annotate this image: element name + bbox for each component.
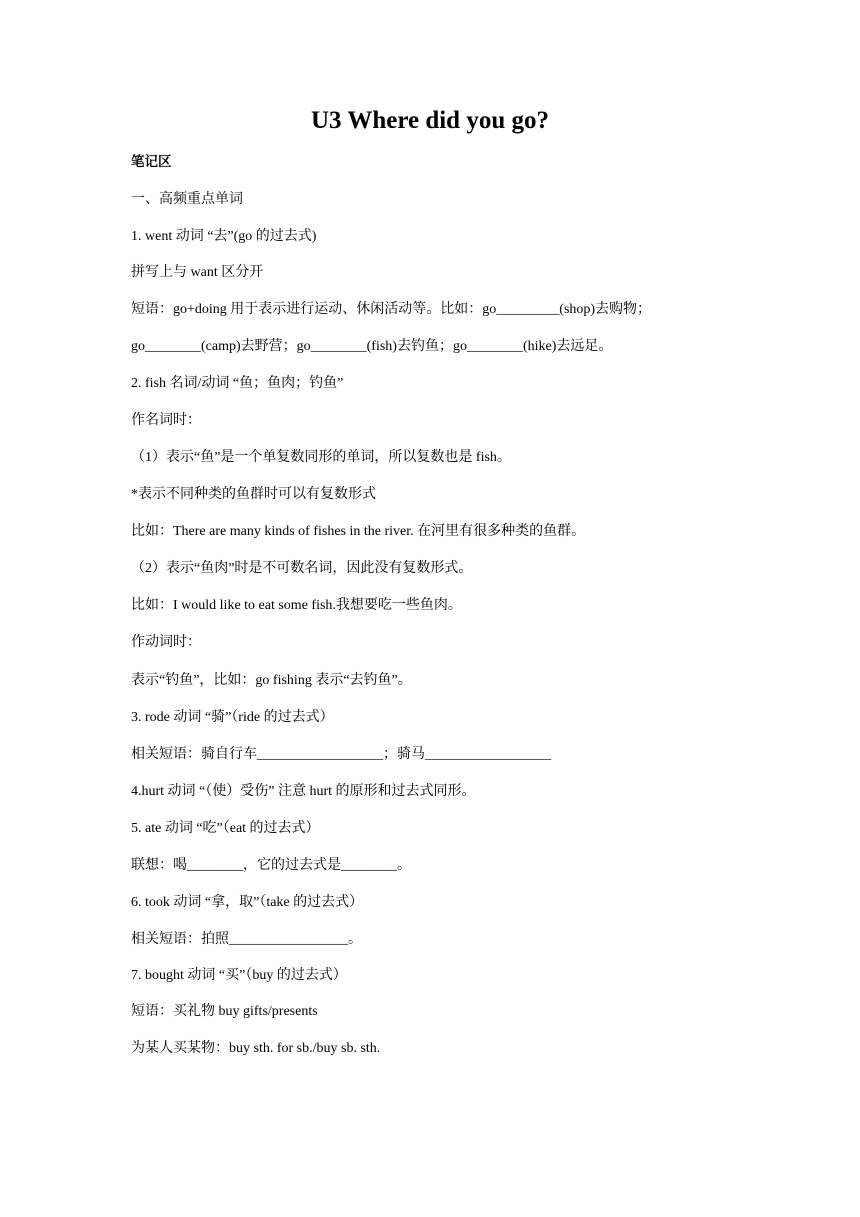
text-line: 联想：喝________，它的过去式是________。	[131, 858, 411, 873]
text-line: 相关短语：拍照_________________。	[131, 932, 362, 947]
text-line: 拼写上与 want 区分开	[131, 265, 264, 280]
text-line: （2）表示“鱼肉”时是不可数名词，因此没有复数形式。	[131, 561, 473, 576]
text-line: 比如：I would like to eat some fish.我想要吃一些鱼肉。	[131, 598, 462, 613]
text-line: 1. went 动词 “去”(go 的过去式)	[131, 229, 317, 244]
text-line: 6. took 动词 “拿，取”（take 的过去式）	[131, 895, 364, 910]
text-line: 比如：There are many kinds of fishes in the river. 在河里有很多种类的鱼群。	[131, 524, 586, 539]
text-line: 作动词时：	[131, 635, 201, 650]
text-line: （1）表示“鱼”是一个单复数同形的单词，所以复数也是 fish。	[131, 450, 511, 465]
text-line: 3. rode 动词 “骑”（ride 的过去式）	[131, 710, 334, 725]
text-line: 短语：买礼物 buy gifts/presents	[131, 1004, 318, 1019]
text-line: 为某人买某物：buy sth. for sb./buy sb. sth.	[131, 1041, 381, 1056]
text-line: 5. ate 动词 “吃”（eat 的过去式）	[131, 821, 320, 836]
text-line: 作名词时：	[131, 413, 201, 428]
text-line: 一、高频重点单词	[131, 192, 243, 207]
text-line: *表示不同种类的鱼群时可以有复数形式	[131, 487, 376, 502]
text-line: 相关短语：骑自行车__________________；骑马__________________	[131, 747, 551, 762]
text-line: 4.hurt 动词 “（使）受伤” 注意 hurt 的原形和过去式同形。	[131, 784, 476, 799]
text-line: 表示“钓鱼”，比如：go fishing 表示“去钓鱼”。	[131, 673, 412, 688]
text-line: go________(camp)去野营；go________(fish)去钓鱼；go________(hike)去远足。	[131, 339, 613, 354]
page-title: U3 Where did you go?	[310, 107, 549, 134]
section-heading: 笔记区	[131, 154, 172, 170]
text-line: 7. bought 动词 “买”（buy 的过去式）	[131, 968, 347, 983]
text-line: 2. fish 名词/动词 “鱼；鱼肉；钓鱼”	[131, 376, 344, 391]
text-line: 短语：go+doing 用于表示进行运动、休闲活动等。比如：go_________(shop)去购物；	[131, 302, 652, 317]
